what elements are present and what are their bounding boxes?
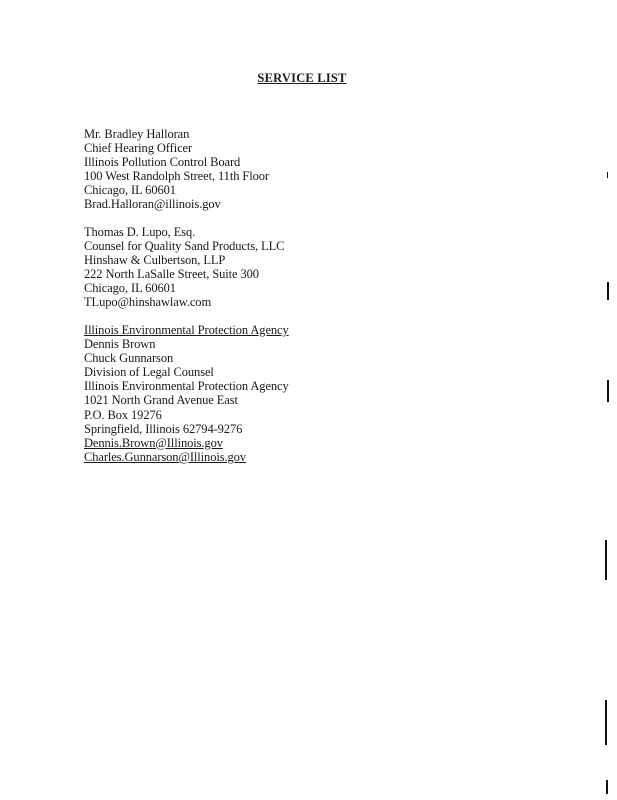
contact-block-halloran [84, 127, 269, 212]
contact-organization: Illinois Pollution Control Board [84, 155, 241, 170]
contact-po-box: P.O. Box 19276 [84, 407, 162, 422]
scan-edge-mark [607, 282, 609, 300]
contact-street-address: 222 North LaSalle Street, Suite 300 [84, 267, 259, 282]
contact-name: Thomas D. Lupo, Esq. [84, 225, 196, 239]
contact-email: TLupo@hinshawlaw.com [84, 295, 212, 310]
contact-street-address: 1021 North Grand Avenue East [84, 393, 238, 408]
agency-heading: Illinois Environmental Protection Agency [84, 323, 289, 337]
contact-position: Chief Hearing Officer [84, 141, 193, 156]
page-title: SERVICE LIST [257, 71, 347, 85]
scan-edge-mark [607, 380, 609, 402]
contact-street-address: 100 West Randolph Street, 11th Floor [84, 169, 269, 184]
contact-firm: Hinshaw & Culbertson, LLP [84, 253, 226, 268]
scan-edge-mark [607, 172, 608, 178]
scan-edge-mark [606, 780, 608, 794]
contact-city-state-zip: Chicago, IL 60601 [84, 183, 176, 198]
contact-city-state-zip: Chicago, IL 60601 [84, 281, 176, 296]
contact-position: Counsel for Quality Sand Products, LLC [84, 239, 285, 254]
contact-city-state-zip: Springfield, Illinois 62794-9276 [84, 421, 243, 436]
contact-email: Brad.Halloran@illinois.gov [84, 197, 221, 212]
contact-division: Division of Legal Counsel [84, 365, 214, 380]
scan-edge-mark [605, 700, 607, 745]
contact-name: Chuck Gunnarson [84, 351, 174, 366]
scan-edge-mark [605, 540, 607, 580]
contact-organization: Illinois Environmental Protection Agency [84, 379, 289, 394]
contact-block-lupo [84, 225, 284, 310]
contact-name: Mr. Bradley Halloran [84, 127, 190, 141]
contact-email-link[interactable]: Dennis.Brown@Illinois.gov [84, 435, 223, 450]
contact-block-iepa [84, 323, 289, 464]
contact-name: Dennis Brown [84, 337, 156, 352]
contact-email-link[interactable]: Charles.Gunnarson@Illinois.gov [84, 449, 246, 464]
